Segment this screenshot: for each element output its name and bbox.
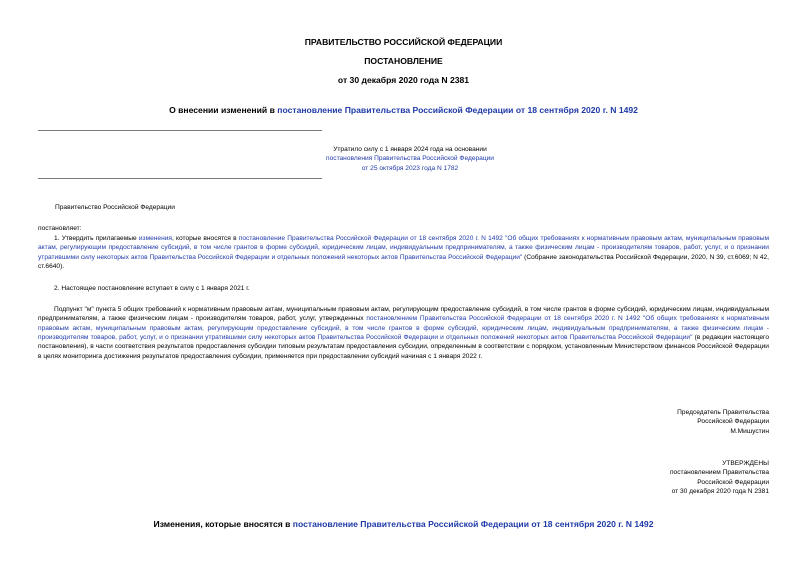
approval-line-3: от 30 декабря 2020 года N 2381 [671,488,769,496]
document-title [0,104,807,116]
changes-title [0,518,807,530]
repeal-notice [290,145,530,173]
paragraph-3: Подпункт "м" пункта 5 общих требований к нормативным правовым актам, муниципальным правовым актам, регулирующим предоставление субсидий, в том числе грантов в форме субсидий, юридическим лицам, индивидуальным предпринимателям, а также физическим лицам - производителям товаров, работ, услуг, утвержденных постановлением Правительства Российской Федерации от 18 сентября 2020 г. N 1492 "Об общих требованиях к нормативным правовым актам, муниципальным правовым актам, регулирующим предоставление субсидий, в том числе грантов в форме субсидий, юридическим лицам, индивидуальным предпринимателям, а также физическим лицам - производителям товаров, работ, услуг, и о признании утратившими силу некоторых актов Правительства Российской Федерации и отдельных положений некоторых актов Правительства Российской Федерации" (в редакции настоящего постановления), в части соответствия результатов предоставления субсидии типовым результатам предоставления субсидии, определенным в соответствии с порядком, установленным Министерством финансов Российской Федерации в целях мониторинга достижения результатов предоставления субсидии, применяется при предоставлении субсидий начиная с 1 января 2022 г. [38,306,769,360]
paragraph-1: 1. Утвердить прилагаемые изменения, которые вносятся в постановление Правительства Российской Федерации от 18 сентября 2020 г. N 1492 "Об общих требованиях к нормативным правовым актам, муниципальным правовым актам, регулирующим предоставление субсидий, в том числе грантов в форме субсидий, юридическим лицам, индивидуальным предпринимателям, а также физическим лицам - производителям товаров, работ, услуг, и о признании утратившими силу некоторых актов Правительства Российской Федерации и отдельных положений некоторых актов Правительства Российской Федерации" (Собрание законодательства Российской Федерации, 2020, N 39, ст.6069; N 42, ст.6640). [38,235,769,271]
signature-block [560,408,769,436]
decree-1492-link[interactable]: постановление Правительства Российской Федерации от 18 сентября 2020 г. N 1492 "Об общих требованиях к нормативным правовым актам, муниципальным правовым актам, регулирующим предоставление субсидий, в том числе грантов в форме субсидий, юридическим лицам, индивидуальным предпринимателям, а также физическим лицам - производителям товаров, работ, услуг, и о признании утратившими силу некоторых актов Правительства Российской Федерации и отдельных положений некоторых актов Правительства Российской Федерации" [38,235,769,261]
signature-position: Председатель Правительства [677,409,769,416]
approval-block [560,459,769,496]
title-link[interactable]: постановление Правительства Российской Федерации от 18 сентября 2020 г. N 1492 [277,105,638,115]
decrees: постановляет: [38,225,82,232]
approval-title: УТВЕРЖДЕНЫ [722,460,769,467]
changes-title-prefix: Изменения, которые вносятся в [153,519,293,529]
divider-bottom [38,178,322,179]
decree-1492-link-2[interactable]: постановлением Правительства Российской Федерации от 18 сентября 2020 г. N 1492 "Об общих требованиях к нормативным правовым актам, муниципальным правовым актам, регулирующим предоставление субсидий, в том числе грантов в форме субсидий, юридическим лицам, индивидуальным предпринимателям, а также физическим лицам - производителям товаров, работ, услуг, и о признании утратившими силу некоторых актов Правительства Российской Федерации и отдельных положений некоторых актов Правительства Российской Федерации" [38,315,769,342]
issuer: Правительство Российской Федерации [55,204,175,211]
changes-link[interactable]: изменения [138,235,172,242]
doc-type: ПОСТАНОВЛЕНИЕ [364,56,443,66]
org-name: ПРАВИТЕЛЬСТВО РОССИЙСКОЙ ФЕДЕРАЦИИ [304,37,503,47]
doc-date-number: от 30 декабря 2020 года N 2381 [337,75,470,85]
repeal-notice-link-1[interactable]: постановления Правительства Российской Федерации [326,155,494,163]
repeal-notice-text: Утратило силу с 1 января 2024 года на основании [333,146,487,153]
title-prefix: О внесении изменений в [169,105,278,115]
approval-line-2: Российской Федерации [697,478,769,486]
signature-name: М.Мишустин [730,427,769,435]
changes-title-link[interactable]: постановление Правительства Российской Федерации от 18 сентября 2020 г. N 1492 [292,519,654,529]
signature-org: Российской Федерации [697,418,769,426]
approval-line-1: постановлением Правительства [669,469,769,477]
repeal-notice-link-2[interactable]: от 25 октября 2023 года N 1782 [361,164,459,172]
paragraph-2: 2. Настоящее постановление вступает в силу с 1 января 2021 г. [54,285,250,292]
divider-top [38,130,322,131]
